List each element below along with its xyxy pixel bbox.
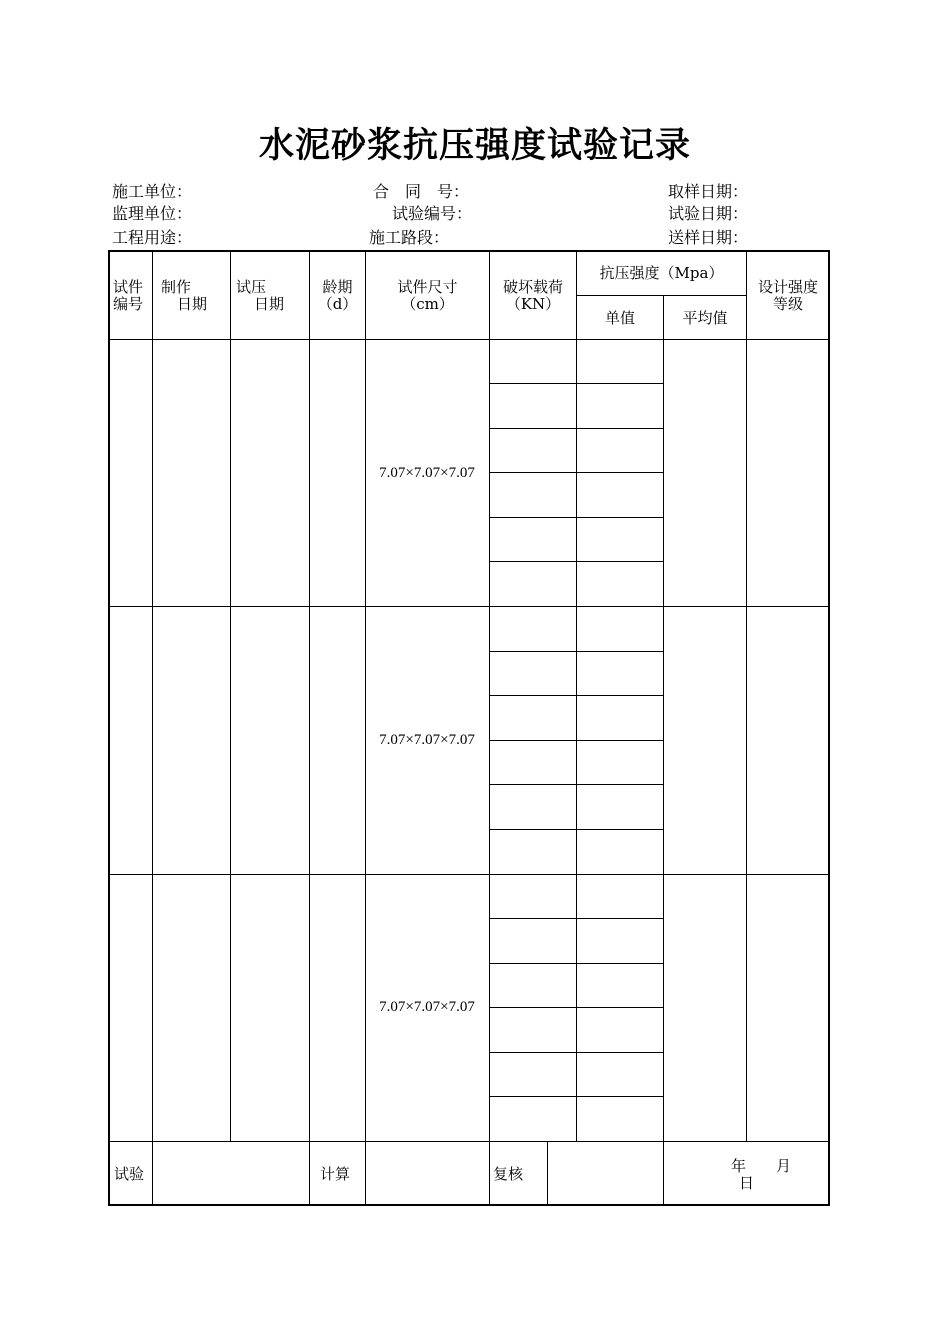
header-make-date-1: 制作 bbox=[161, 278, 192, 296]
header-specimen-no-2: 编号 bbox=[113, 295, 144, 313]
sub-row-line bbox=[490, 428, 664, 429]
sampling-date-label: 取样日期： bbox=[668, 182, 749, 201]
sub-row-line bbox=[490, 918, 664, 919]
sub-row-line bbox=[490, 695, 664, 696]
sub-row-line bbox=[490, 1052, 664, 1053]
sub-row-line bbox=[490, 383, 664, 384]
supervision-unit-label: 监理单位： bbox=[112, 204, 193, 223]
sub-row-line bbox=[490, 651, 664, 652]
header-strength: 抗压强度（Mpa） bbox=[599, 264, 724, 282]
header-average-value: 平均值 bbox=[682, 309, 728, 327]
column-line bbox=[663, 295, 664, 1206]
header-bottom-line bbox=[108, 339, 830, 340]
header-size-1: 试件尺寸 bbox=[397, 278, 458, 296]
sub-row-line bbox=[490, 740, 664, 741]
page-title: 水泥砂浆抗压强度试验记录 bbox=[258, 125, 691, 166]
column-line bbox=[746, 250, 747, 1142]
road-section-label: 施工路段： bbox=[369, 228, 450, 247]
test-record-table bbox=[108, 250, 830, 1206]
sub-row-line bbox=[490, 1096, 664, 1097]
footer-review-label: 复核 bbox=[493, 1165, 524, 1183]
group-divider-2 bbox=[108, 874, 830, 875]
specimen-size-group-3: 7.07×7.07×7.07 bbox=[379, 999, 475, 1015]
column-line bbox=[152, 250, 153, 1206]
sub-row-line bbox=[490, 561, 664, 562]
test-date-label: 试验日期： bbox=[668, 204, 749, 223]
column-line bbox=[489, 250, 490, 1206]
sub-row-line bbox=[490, 784, 664, 785]
header-press-date-2: 日期 bbox=[254, 295, 285, 313]
sub-row-line bbox=[490, 472, 664, 473]
column-line bbox=[230, 250, 231, 1142]
header-design-grade-1: 设计强度 bbox=[757, 278, 818, 296]
header-design-grade-2: 等级 bbox=[772, 295, 803, 313]
column-line bbox=[365, 250, 366, 1206]
header-make-date-2: 日期 bbox=[177, 295, 208, 313]
footer-day: 日 bbox=[739, 1174, 755, 1192]
group-divider-1 bbox=[108, 606, 830, 607]
header-load-1: 破坏载荷 bbox=[502, 278, 563, 296]
header-press-date-1: 试压 bbox=[236, 278, 267, 296]
footer-calc-label: 计算 bbox=[320, 1165, 351, 1183]
column-line bbox=[547, 1141, 548, 1206]
footer-top-line bbox=[108, 1141, 830, 1142]
specimen-size-group-2: 7.07×7.07×7.07 bbox=[379, 732, 475, 748]
sub-row-line bbox=[490, 829, 664, 830]
header-single-value: 单值 bbox=[604, 309, 635, 327]
sub-row-line bbox=[490, 517, 664, 518]
header-age-2: （d） bbox=[317, 295, 358, 313]
column-line bbox=[309, 250, 310, 1206]
test-no-label: 试验编号： bbox=[392, 204, 473, 223]
footer-year-month: 年 月 bbox=[731, 1157, 792, 1175]
specimen-size-group-1: 7.07×7.07×7.07 bbox=[379, 465, 475, 481]
header-load-2: （KN） bbox=[505, 295, 561, 313]
header-size-2: （cm） bbox=[401, 295, 454, 313]
footer-test-label: 试验 bbox=[114, 1165, 145, 1183]
column-line bbox=[576, 250, 577, 1142]
construction-unit-label: 施工单位： bbox=[112, 182, 193, 201]
delivery-date-label: 送样日期： bbox=[668, 228, 749, 247]
header-age-1: 龄期 bbox=[322, 278, 353, 296]
project-use-label: 工程用途： bbox=[112, 228, 193, 247]
sub-row-line bbox=[490, 963, 664, 964]
header-specimen-no-1: 试件 bbox=[113, 278, 144, 296]
sub-row-line bbox=[490, 1007, 664, 1008]
strength-header-divider bbox=[577, 295, 747, 296]
contract-no-label: 合 同 号： bbox=[373, 182, 470, 201]
